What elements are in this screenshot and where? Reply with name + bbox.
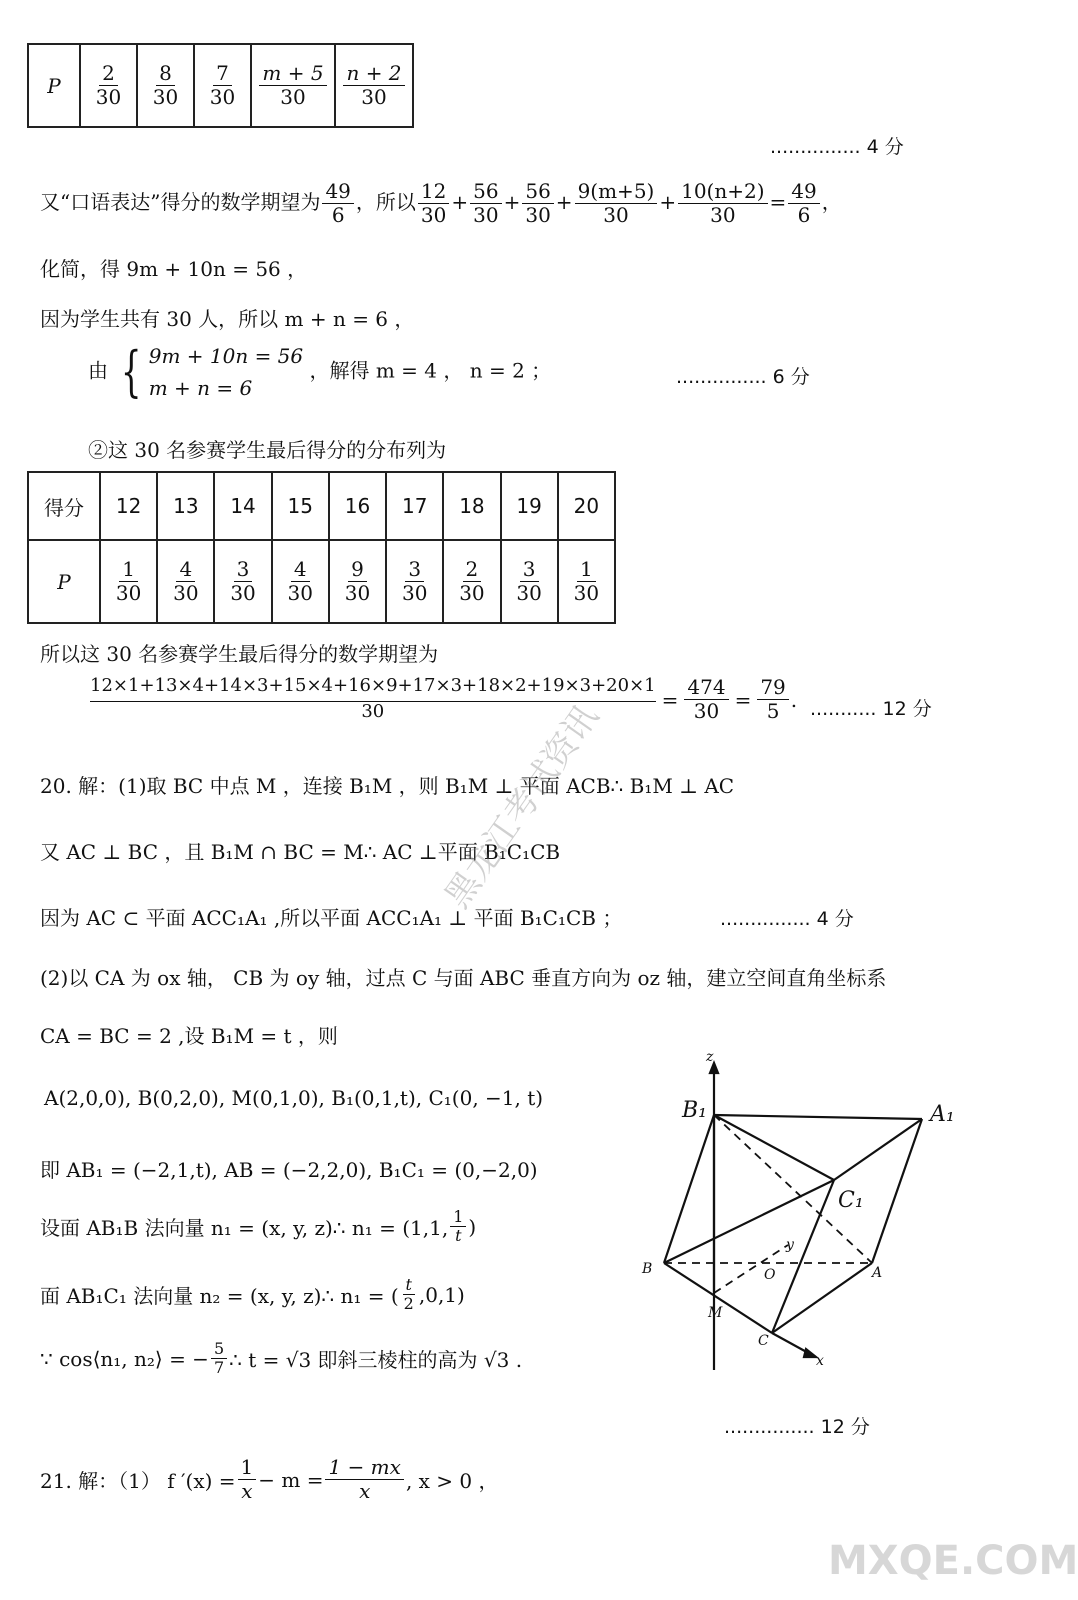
watermark: 黑龙江考试资讯	[437, 697, 607, 916]
table2-prob: $\frac{4}{30}$	[157, 540, 214, 623]
table2-score: 14	[214, 472, 271, 540]
table2-prob: $\frac{3}{30}$	[214, 540, 271, 623]
table1-row-label: P	[28, 44, 80, 127]
label-o: O	[764, 1267, 776, 1283]
table2-score: 17	[386, 472, 443, 540]
edge-c1-b	[664, 1180, 834, 1263]
edge-b1-b	[664, 1115, 714, 1263]
score-distribution-table	[27, 471, 616, 624]
system-line: 由 { 9m + 10n = 56 m + n = 6 ，解得 m = 4 ， n = 2 ；	[88, 340, 552, 403]
edge-a1-a	[872, 1119, 922, 1263]
label-z: z	[706, 1049, 714, 1065]
q20-line-7: 即 AB₁ = (−2,1,t), AB = (−2,2,0), B₁C₁ = (0,−2,0)	[40, 1158, 538, 1182]
edge-m-y-dashed	[714, 1245, 788, 1293]
q20-line-4: (2)以 CA 为 ox 轴， CB 为 oy 轴，过点 C 与面 ABC 垂直方向为 oz 轴，建立空间直角坐标系	[40, 966, 887, 990]
table1-cell: $\frac{7}{30}$	[194, 44, 251, 127]
table1-cell: $\frac{8}{30}$	[137, 44, 194, 127]
table2-score: 20	[558, 472, 615, 540]
q20-line-3: 因为 AC ⊂ 平面 ACC₁A₁ ,所以平面 ACC₁A₁ ⊥ 平面 B₁C₁CB ；	[40, 906, 623, 930]
q20-line-9: 面 AB₁C₁ 法向量 n₂ = (x, y, z)∴ n₁ = ( $\frac{t}{2}$ ,0,1)	[40, 1275, 465, 1314]
q20-line-1: 20. 解：(1)取 BC 中点 M ，连接 B₁M ，则 B₁M ⊥ 平面 ACB∴ B₁M ⊥ AC	[40, 774, 735, 798]
label-c: C	[758, 1333, 769, 1349]
edge-b1-c1	[714, 1115, 834, 1180]
simplify-line: 化简，得 9m + 10n = 56 ，	[40, 257, 308, 281]
expect-prefix: 又“口语表达”得分的数学期望为	[40, 190, 321, 214]
table2-score: 19	[501, 472, 558, 540]
q20-line-8: 设面 AB₁B 法向量 n₁ = (x, y, z)∴ n₁ = (1,1, $\frac{1}{t}$ )	[40, 1207, 477, 1246]
label-b1: B₁	[682, 1098, 707, 1123]
expect-mid: ，所以	[355, 190, 416, 214]
table2-row-label: P	[28, 540, 100, 623]
site-logo: MXQE.COM	[828, 1538, 1078, 1584]
table2-prob: $\frac{3}{30}$	[501, 540, 558, 623]
q20-line-6: A(2,0,0), B(0,2,0), M(0,1,0), B₁(0,1,t), C₁(0, −1, t)	[44, 1086, 544, 1110]
table2-prob: $\frac{1}{30}$	[558, 540, 615, 623]
table2-score: 13	[157, 472, 214, 540]
label-b: B	[642, 1261, 653, 1277]
table2-score: 18	[443, 472, 500, 540]
table1-cell: $\frac{2}{30}$	[80, 44, 137, 127]
table2-header-label: 得分	[28, 472, 100, 540]
expectation-line: 又“口语表达”得分的数学期望为 $\frac{49}{6}$ ，所以 $\frac{12}{30}$ + $\frac{56}{30}$ + $\frac{56}{30}$ + $\frac{9(m+5)}{30}$ + $\frac{10(n+2)}{30}$ = $\frac{49}{6}$ ，	[40, 179, 842, 227]
label-a: A	[872, 1265, 883, 1281]
x-arrow	[804, 1349, 816, 1357]
label-m: M	[708, 1305, 723, 1321]
score-6: ............... 6 分	[676, 366, 810, 388]
q20-line-10: ∵ cos⟨n₁, n₂⟩ = − $\frac{5}{7}$ ∴ t = √3 即斜三棱柱的高为 √3 .	[40, 1339, 523, 1378]
label-x: x	[816, 1353, 824, 1369]
table2-score: 16	[329, 472, 386, 540]
table2-prob: $\frac{2}{30}$	[443, 540, 500, 623]
edge-b1-a1	[714, 1115, 922, 1119]
score-12-b: ............... 12 分	[724, 1416, 870, 1438]
frac-49-6: $\frac{49}{6}$	[322, 180, 353, 227]
label-c1: C₁	[838, 1188, 864, 1213]
table1-cell: $\frac{m + 5}{30}$	[251, 44, 335, 127]
q20-line-5: CA = BC = 2 ,设 B₁M = t ，则	[40, 1024, 338, 1048]
score-4-b: ............... 4 分	[720, 908, 854, 930]
q20-line-2: 又 AC ⊥ BC ，且 B₁M ∩ BC = M∴ AC ⊥平面 B₁C₁CB	[40, 840, 561, 864]
distribution-title: ②这 30 名参赛学生最后得分的分布列为	[88, 438, 447, 462]
table2-score: 12	[100, 472, 157, 540]
label-y: y	[786, 1237, 794, 1253]
edge-a1-c1	[834, 1119, 922, 1180]
edge-b-c	[664, 1263, 772, 1333]
table2-prob: $\frac{1}{30}$	[100, 540, 157, 623]
label-a1: A₁	[930, 1102, 955, 1127]
table2-prob: $\frac{4}{30}$	[272, 540, 329, 623]
students-line: 因为学生共有 30 人，所以 m + n = 6 ，	[40, 307, 415, 331]
expectation-title: 所以这 30 名参赛学生最后得分的数学期望为	[40, 642, 439, 666]
score-12-a: ........... 12 分	[810, 698, 932, 720]
q21-line: 21. 解：（1） f ′(x) = $\frac{1}{x}$ − m = $\frac{1 - mx}{x}$ , x > 0 ，	[40, 1455, 499, 1503]
score-4-a: ............... 4 分	[770, 136, 904, 158]
probability-table-1	[27, 43, 414, 128]
table1-cell: $\frac{n + 2}{30}$	[335, 44, 413, 127]
table2-score: 15	[272, 472, 329, 540]
prism-diagram	[630, 1045, 970, 1385]
table2-prob: $\frac{9}{30}$	[329, 540, 386, 623]
table2-prob: $\frac{3}{30}$	[386, 540, 443, 623]
big-expectation-formula: $\frac{12\times 1+13\times 4+14\times 3+15\times 4+16\times 9+17\times 3+18\times 2+19\times 3+20\times 1}{30}$ = $\frac{474}{30}$ = $\frac{79}{5}$ .	[90, 675, 798, 723]
